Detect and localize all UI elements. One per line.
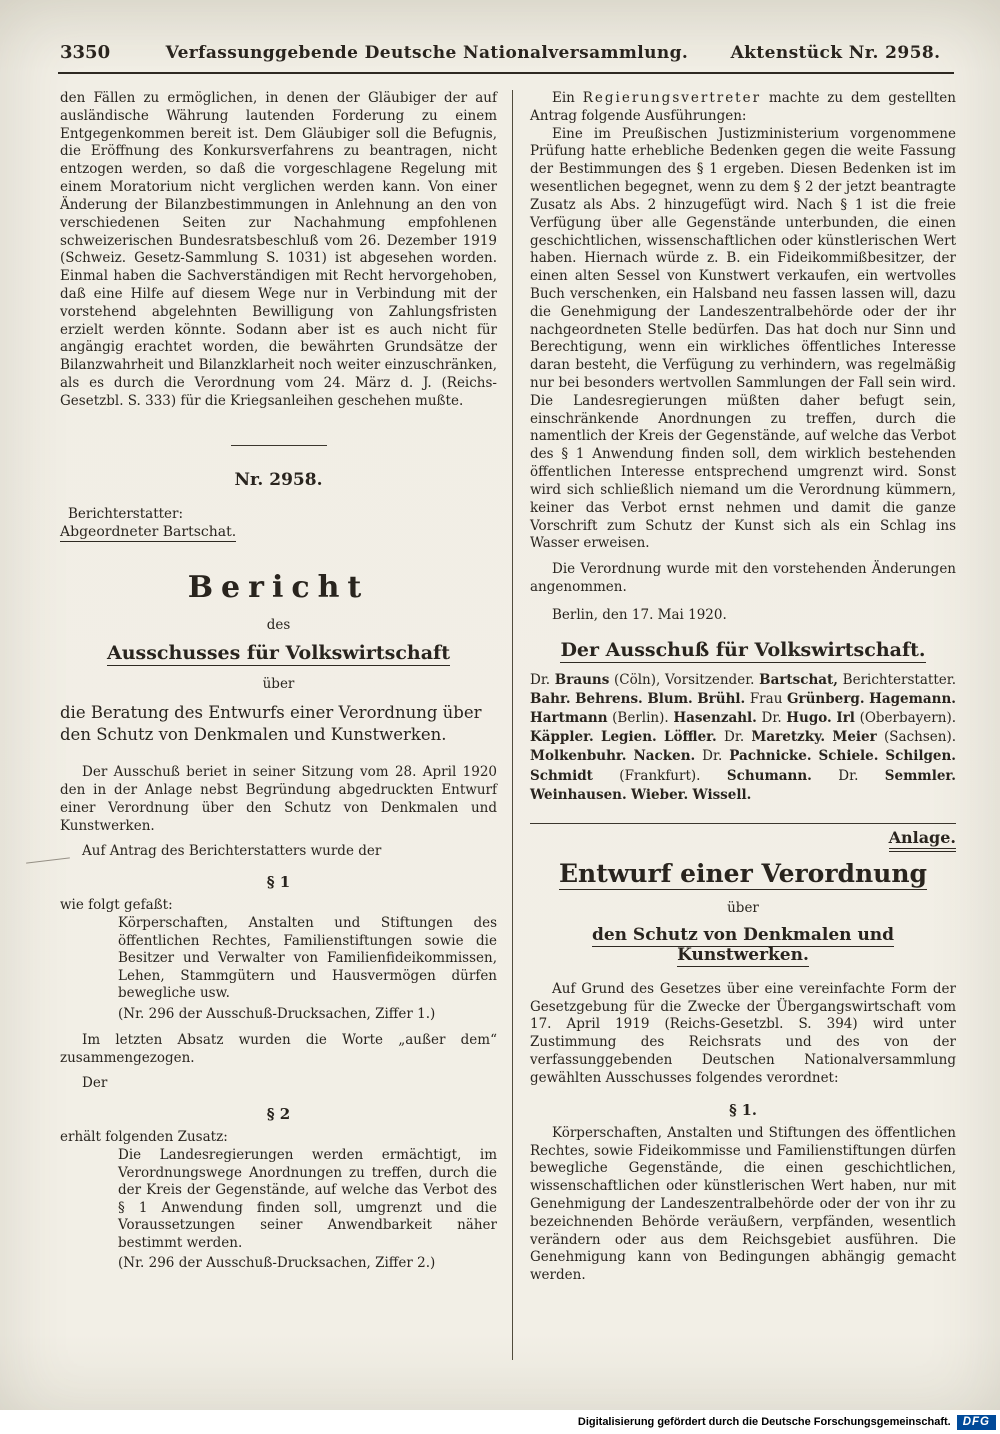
two-column-layout xyxy=(0,74,1000,1360)
signature-name: Hagemann. xyxy=(869,690,957,707)
signature-separator: (Cöln), Vorsitzender. xyxy=(609,671,760,688)
signature-separator: Dr. xyxy=(811,767,885,784)
draft-title xyxy=(530,859,956,888)
signature-name: Schmidt xyxy=(530,767,593,784)
section-1-reference: (Nr. 296 der Ausschuß-Drucksachen, Ziffer 1.) xyxy=(118,1005,436,1022)
gov-statement-prefix: Ein xyxy=(552,90,583,106)
signature-separator: (Oberbayern). xyxy=(854,710,957,727)
signature-separator: Dr. xyxy=(716,729,752,746)
left-column xyxy=(60,90,512,1360)
draft-title-text: Entwurf einer Verordnung xyxy=(559,858,927,888)
gov-statement-intro xyxy=(530,90,956,126)
adoption-paragraph: Die Verordnung wurde mit den vorstehenden Änderungen angenommen. xyxy=(530,561,956,595)
amendment-paragraph: Im letzten Absatz wurden die Worte „außer dem“ zusammengezogen. xyxy=(60,1031,497,1066)
section-2-heading: § 2 xyxy=(266,1105,291,1124)
signature-block xyxy=(530,671,956,805)
carryover-paragraph: den Fällen zu ermöglichen, in denen der Gläubiger der auf ausländische Währung lautenden Forderung zu einem Entgegenkommen bereit ist. Dem Gläubiger soll die Befugnis, die Eröffnung des Konkursverfahrens zu beantragen, nicht entzogen werden, so daß die vorgeschlagene Regelung mit einem Moratorium nicht verglichen werden kann. Von einer Änderung der Bilanzbestimmungen in Anlehnung an den von verschiedenen Seiten zur Nachahmung empfohlenen schweizerischen Bundesratsbeschluß vom 26. Dezember 1919 (Schweiz. Gesetz-Sammlung S. 1031) ist abgesehen worden. Einmal haben die Sachverständigen mit Recht hervorgehoben, daß eine Hilfe auf diesem Wege nur in Verbindung mit der vorstehend abgelehnten Bewilligung von Zahlungsfristen erzielt werden könnte. Sodann aber ist es auch nicht für angängig erachtet worden, die bewährten Grundsätze der Bilanzwahrheit und Bilanzklarheit noch weiter einzuschränken, als es durch die Verordnung vom 24. März d. J. (Reichs-Gesetzbl. S. 333) für die Kriegsanleihen geschehen mußte. xyxy=(60,90,497,409)
signature-name: Bahr. xyxy=(530,690,571,707)
motion-paragraph: Auf Antrag des Berichterstatters wurde der xyxy=(82,843,382,860)
right-column xyxy=(512,90,956,1360)
legal-basis-paragraph: Auf Grund des Gesetzes über eine vereinfachte Form der Gesetzgebung für die Zwecke der Übergangswirtschaft vom 17. April 1919 (Reichs-Gesetzbl. S. 394) wird unter Zustimmung des Reichsrats und des von der verfassunggebenden Deutschen Nationalversammlung gewählten Ausschusses folgendes verordnet: xyxy=(530,980,956,1086)
page-header xyxy=(0,0,1000,69)
report-subject: die Beratung des Entwurfs einer Verordnung über den Schutz von Denkmalen und Kunstwerken. xyxy=(60,702,482,744)
section-1-intro: wie folgt gefaßt: xyxy=(60,897,173,914)
header-doc-ref: Aktenstück Nr. 2958. xyxy=(730,43,941,63)
report-heading: Bericht xyxy=(187,569,370,605)
signature-separator xyxy=(657,729,664,745)
signature-name: Hugo. xyxy=(786,710,832,727)
signature-name: Schiele. xyxy=(818,748,879,765)
signature-separator: Frau xyxy=(745,690,787,707)
anlage-label: Anlage. xyxy=(889,828,956,852)
page-number: 3350 xyxy=(60,42,111,63)
signature-name: Blum. xyxy=(647,690,693,707)
gov-rep-emphasis: Regierungsvertreter xyxy=(582,90,762,106)
dfg-logo: DFG xyxy=(957,1415,996,1430)
committee-name-heading xyxy=(60,642,497,664)
header-title xyxy=(152,43,954,63)
signature-name: Käppler. xyxy=(530,729,594,746)
signature-name: Molkenbuhr. xyxy=(530,748,627,765)
signature-name: Grünberg. xyxy=(786,690,865,707)
signature-name: Weinhausen. xyxy=(530,786,627,803)
signature-name: Löffler. xyxy=(664,729,717,746)
gov-statement-suffix: machte zu dem gestellten Antrag folgende Ausführungen: xyxy=(530,90,956,124)
committee-name-text: Ausschusses für Volkswirtschaft xyxy=(106,641,450,664)
signature-separator: (Berlin). xyxy=(607,710,674,727)
section-separator-rule xyxy=(231,445,327,446)
signature-name: Brühl. xyxy=(697,690,746,707)
draft-subtitle-text: den Schutz von Denkmalen und Kunstwerken. xyxy=(591,924,895,965)
digitization-credit: Digitalisierung gefördert durch die Deutsche Forschungsgemeinschaft. xyxy=(577,1416,951,1428)
anlage-separator-rule xyxy=(530,823,956,824)
section-1-quote: Körperschaften, Anstalten und Stiftungen des öffentlichen Rechtes, Familienstiftungen sowie die Besitzer und Verwalter von Familienfideikommissen, Lehen, Stammgütern und Hausvermögen dürfen bewegliche usw. xyxy=(118,915,497,1002)
par-1-heading: § 1. xyxy=(729,1101,757,1119)
section-1-heading: § 1 xyxy=(266,873,291,892)
committee-heading-text: Der Ausschuß für Volkswirtschaft. xyxy=(560,638,926,661)
signature-separator: (Frankfurt). xyxy=(592,767,727,784)
signature-name: Semmler. xyxy=(884,767,956,784)
signature-name: Legien. xyxy=(600,729,657,746)
signature-name: Bartschat, xyxy=(759,671,838,688)
signature-name: Pachnicke. xyxy=(729,748,812,765)
signature-name: Schilgen. xyxy=(885,748,956,765)
digitization-footer xyxy=(0,1410,1000,1434)
signature-name: Brauns xyxy=(554,671,610,688)
section-2-quote: Die Landesregierungen werden ermächtigt, im Verordnungswege Anordnungen zu treffen, durch die der Kreis der Gegenstände, auf welche das Verbot des § 1 Anwendung finden soll, umgrenzt und die Voraussetzungen seiner Anwendbarkeit näher bestimmt werden. xyxy=(118,1147,497,1251)
doc-number-heading: Nr. 2958. xyxy=(234,469,323,490)
signature-separator: Berichterstatter. xyxy=(837,671,956,688)
signature-separator xyxy=(812,748,819,764)
signature-name: Meier xyxy=(832,729,877,746)
par-1-text: Körperschaften, Anstalten und Stiftungen des öffentlichen Rechtes, sowie Fideikommisse und Familienstiftungen dürfen bewegliche Gegenstände, die einen geschichtlichen, wissenschaftlichen oder künstlerischen Wert haben, nur mit Genehmigung der Landeszentralbehörde oder der von ihr zu bezeichnenden Behörde veräußern, verpfänden, wesentlich verändern oder aus dem Reichsgebiet ausführen. Die Genehmigung kann von Bedingungen abhängig gemacht werden. xyxy=(530,1124,956,1284)
signature-name: Hasenzahl. xyxy=(673,710,757,727)
signature-name: Wissell. xyxy=(692,786,752,803)
signature-separator: Dr. xyxy=(530,671,555,688)
signature-separator xyxy=(594,729,601,745)
signature-separator: Dr. xyxy=(756,710,787,727)
signature-separator: Dr. xyxy=(695,748,730,765)
session-paragraph: Der Ausschuß beriet in seiner Sitzung vom 28. April 1920 den in der Anlage nebst Begründung abgedruckten Entwurf einer Verordnung über den Schutz von Denkmalen und Kunstwerken. xyxy=(60,764,497,834)
signature-name: Behrens. xyxy=(575,690,643,707)
signature-name: Irl xyxy=(836,710,855,727)
signature-name: Hartmann xyxy=(530,710,608,727)
signature-name: Schumann. xyxy=(726,767,812,784)
ueber-label: über xyxy=(262,675,295,692)
statement-paragraph: Eine im Preußischen Justizministerium vorgenommene Prüfung hatte erhebliche Bedenken gegen die weite Fassung der Bestimmungen des § 1 ergeben. Diesen Bedenken ist im wesentlichen begegnet, wenn zu dem § 2 der jetzt beantragte Zusatz als Abs. 2 hinzugefügt wird. Nach § 1 ist die freie Verfügung über alle Gegenstände unterbunden, die einen geschichtlichen, wissenschaftlichen oder künstlerischen Wert haben. Hiernach würde z. B. ein Fideikommißbesitzer, der einen alten Sessel von Kunstwert verkaufen, ein wertvolles Buch verschenken, ein Halsband neu fassen lassen will, dazu die Genehmigung der Landeszentralbehörde oder der ihr nachgeordneten Stelle bedürfen. Das hat doch nur Sinn und Berechtigung, wenn ein wirkliches öffentliches Interesse daran besteht, die Verfügung zu verhindern, was regelmäßig nur bei besonders wertvollen Sammlungen der Fall sein wird. Die Landesregierungen müßten daher befugt sein, einschränkende Anordnungen zu treffen, durch die namentlich der Kreis der Gegenstände, auf welche das Verbot des § 1 Anwendung finden soll, dem wirklich bestehenden öffentlichen Interesse entsprechend umgrenzt wird. Sonst wird sich schließlich niemand um die Verordnung kümmern, keiner das Verbot ernst nehmen und damit die ganze Vorschrift zum Schutz der Kunst sich als ein Schlag ins Wasser erweisen. xyxy=(530,125,956,552)
report-des: des xyxy=(266,616,291,633)
draft-ueber: über xyxy=(727,899,759,916)
rapporteur-name-text: Abgeordneter Bartschat. xyxy=(60,523,237,540)
section-2-intro: erhält folgenden Zusatz: xyxy=(60,1129,228,1146)
signature-name: Wieber. xyxy=(630,786,689,803)
draft-subtitle xyxy=(530,925,956,965)
committee-heading xyxy=(530,639,956,661)
anlage-line xyxy=(530,828,956,847)
date-line: Berlin, den 17. Mai 1920. xyxy=(552,606,727,623)
header-title-text: Verfassunggebende Deutsche Nationalversammlung. xyxy=(165,43,689,63)
rapporteur-name xyxy=(60,524,497,540)
section-2-reference: (Nr. 296 der Ausschuß-Drucksachen, Ziffer 2.) xyxy=(118,1255,436,1272)
der-line: Der xyxy=(82,1075,108,1092)
rapporteur-label: Berichterstatter: xyxy=(68,505,184,522)
signature-name: Nacken. xyxy=(633,748,696,765)
signature-separator: (Sachsen). xyxy=(876,729,957,746)
signature-name: Maretzky. xyxy=(751,729,826,746)
